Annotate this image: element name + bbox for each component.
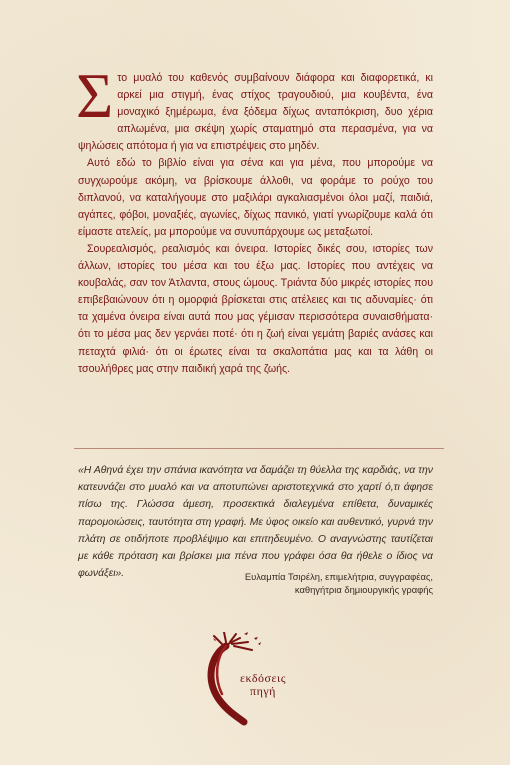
blurb-paragraph-1 (76, 60, 433, 155)
publisher-name-line-2: πηγή (250, 684, 276, 698)
review-quote: «Η Αθηνά έχει την σπάνια ικανότητα να δαμάζει τη θύελλα της καρδιάς, να την κατευνάζει στο μυαλό και να αποτυπώνει αριστοτεχνικά στο χαρτί ό,τι άφησε πίσω της. Γλώσσα άμεση, προσεκτικά διαλεγμένα επίθετα, δυναμικές παρομοιώσεις, ταυτότητα στη γραφή. Με ύφος οικείο και αυθεντικό, γυρνά την πλάτη σε οτιδήποτε προβλέψιμο και επιτηδευμένο. Ο αναγνώστης ταυτίζεται με κάθε πρόταση και βρίσκει μια πένα που γράφει όσα θα ήθελε ο ίδιος να φωνάξει». (78, 465, 433, 580)
quote-attribution (133, 570, 433, 596)
attribution-line-1: Ευλαμπία Τσιρέλη, επιμελήτρια, συγγραφέας, (244, 571, 433, 582)
blurb-paragraph-3: Σουρεαλισμός, ρεαλισμός και όνειρα. Ιστορίες δικές σου, ιστορίες των άλλων, ιστορίες του μέσα και του έξω μας. Ιστορίες που αντέχεις να κουβαλάς, σαν τον Άτλαντα, στους ώμους. Τριάντα δύο μικρές ιστορίες που επιβεβαιώνουν ότι η ομορφιά βρίσκεται στις ατέλειες και τις αδυναμίες· ότι τα χαμένα όνειρα είναι αυτά που μας γέμισαν περισσότερα συναισθήματα· ότι το μέσα μας δεν γερνάει ποτέ· ότι η ζωή είναι γεμάτη βαριές ανάσες και πεταχτά φιλιά· ότι οι έρωτες είναι τα σκαλοπάτια μας και τα λάθη οι τσουλήθρες μας στην παιδική χαρά της ζωής. (78, 242, 433, 375)
blurb-paragraph-1-text: το μυαλό του καθενός συμβαίνουν διάφορα και διαφορετικά, κι αρκεί μια στιγμή, ένας στίχος τραγουδιού, μια κουβέντα, ένα μοναχικό ξημέρωμα, ένα ξόδεμα δίχως ανταπόκριση, δυο χέρια απλωμένα, μια σκέψη χωρίς σταματημό στα περασμένα, για να ψηλώσεις απότομα ή για να επιστρέψεις στο μηδέν. (78, 72, 433, 153)
blurb-text (76, 60, 433, 378)
publisher-logo (196, 632, 306, 727)
section-divider (74, 448, 444, 449)
publisher-name-line-1: εκδόσεις (240, 671, 286, 685)
publisher-name (240, 672, 286, 698)
drop-cap: Σ (76, 60, 114, 131)
blurb-paragraph-2: Αυτό εδώ το βιβλίο είναι για σένα και για μένα, που μπορούμε να συγχωρούμε ακόμη, να βρίσκουμε άλλοθι, να φοράμε το ρούχο του διπλανού, να καταλήγουμε στο μαξιλάρι αγκαλιασμένοι όλοι μαζί, παιδιά, αγάπες, φόβοι, μοναξιές, αγωνίες, δίχως πανικό, γιατί γνωρίζουμε καλά ότι είμαστε ατελείς, μα μπορούμε να συνυπάρχουμε ως μεταξωτοί. (78, 157, 433, 238)
attribution-line-2: καθηγήτρια δημιουργικής γραφής (294, 584, 433, 596)
